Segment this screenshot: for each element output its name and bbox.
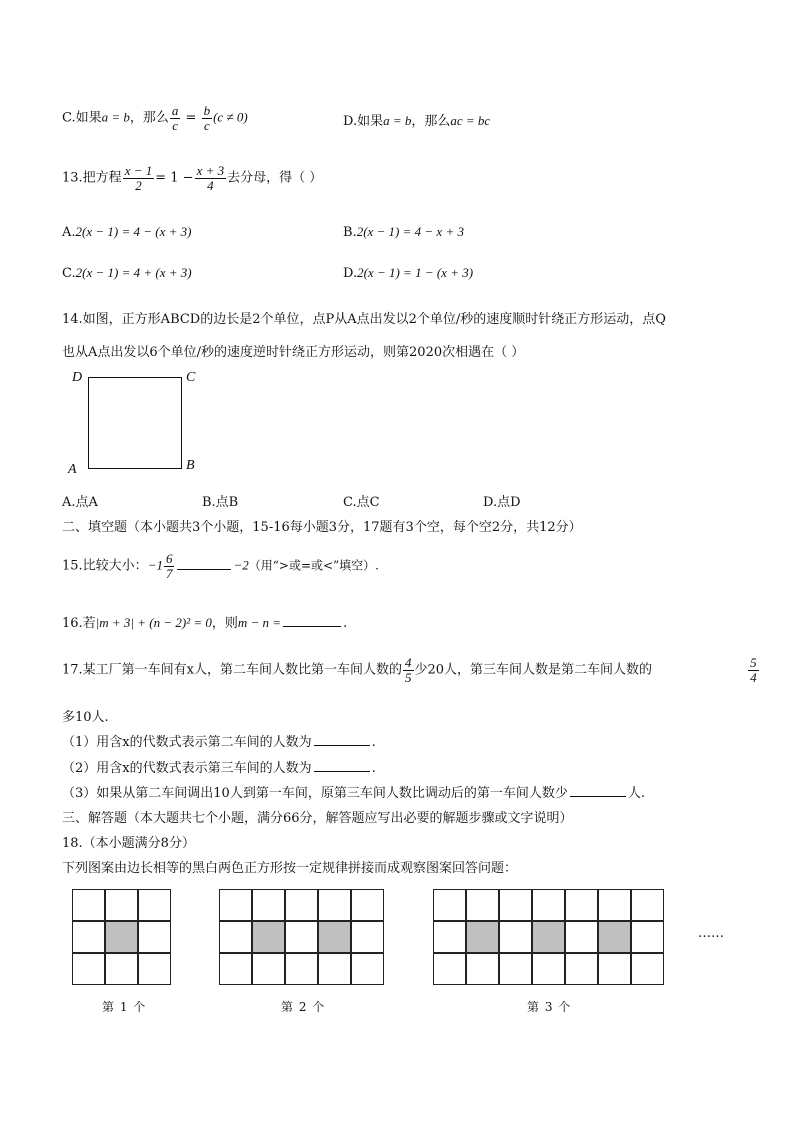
label-b: B [186, 458, 195, 473]
q13-option-b: B.2(x − 1) = 4 − x + 3 [343, 224, 464, 240]
answer-blank[interactable] [283, 613, 341, 627]
q14-line2: 也从A点出发以6个单位/秒的速度逆时针绕正方形运动，则第2020次相遇在（ ） [62, 345, 525, 360]
fraction: $\frac{x - 1}{2}$ [124, 163, 153, 193]
q17-sub1: （1）用含x的代数式表示第二车间的人数为 . [62, 731, 376, 750]
q14-option-c: C.点C [343, 495, 380, 510]
q14-option-d: D.点D [483, 495, 521, 510]
fraction: $\frac{4}{5}$ [405, 655, 412, 685]
q18-desc: 下列图案由边长相等的黑白两色正方形按一定规律拼接而成观察图案回答问题： [62, 861, 518, 876]
fraction: $\frac{a}{c}$ [171, 103, 179, 133]
q14-option-b: B.点B [202, 495, 239, 510]
shaded-square [598, 921, 631, 953]
q16: 16.若|m + 3| + (n − 2)² = 0，则m − n = . [62, 615, 348, 631]
q12-option-d: D.如果a = b，那么ac = bc [343, 113, 491, 129]
label-d: D [72, 370, 83, 385]
q14-line1: 14.如图，正方形ABCD的边长是2个单位，点P从A点出发以2个单位/秒的速度顺时针绕正方形运动，点Q [62, 312, 666, 327]
shaded-square [252, 921, 285, 953]
q14-option-a: A.点A [62, 495, 98, 510]
q17-sub3: （3）如果从第二车间调出10人到第一车间，原第三车间人数比调动后的第一车间人数少 人. [62, 782, 645, 801]
q18-head: 18.（本小题满分8分） [62, 836, 195, 851]
answer-blank[interactable] [570, 783, 626, 797]
label-c: C [186, 370, 196, 385]
q13-option-a: A.2(x − 1) = 4 − (x + 3) [62, 224, 192, 240]
shaded-square [318, 921, 351, 953]
figure-3-label: 第 3 个 [527, 1000, 572, 1014]
label-a: A [68, 462, 77, 477]
answer-blank[interactable] [314, 732, 370, 746]
fraction: $\frac{5}{4}$ [750, 655, 757, 685]
pattern-ellipsis: …… [698, 926, 724, 941]
shaded-square [466, 921, 499, 953]
q17-line1: 17.某工厂第一车间有x人，第二车间人数比第一车间人数的 $\frac{4}{5}$ 少20人，第三车间人数是第二车间人数的 $\frac{5}{4}$ [62, 655, 757, 685]
square-diagram [88, 377, 182, 469]
q13-option-c: C.2(x − 1) = 4 + (x + 3) [62, 265, 192, 281]
q17-line2: 多10人. [62, 710, 109, 725]
fraction: $\frac{b}{c}$ [203, 103, 211, 133]
fraction: $\frac{x + 3}{4}$ [196, 163, 225, 193]
answer-blank[interactable] [177, 556, 231, 570]
figure-1-label: 第 1 个 [102, 1000, 147, 1014]
figure-2-label: 第 2 个 [281, 1000, 326, 1014]
shaded-square [105, 921, 138, 953]
fraction: $\frac{6}{7}$ [165, 551, 173, 581]
q15: 15.比较大小：−1 $\frac{6}{7}$ −2（用“>或=或<”填空）. [62, 551, 379, 581]
q13-option-d: D.2(x − 1) = 1 − (x + 3) [343, 265, 474, 281]
q13-stem: 13.把方程 $\frac{x - 1}{2}$ = 1 − $\frac{x + 3}{4}$ 去分母，得（ ） [62, 163, 323, 193]
section2-title: 二、填空题（本小题共3个小题，15-16每小题3分，17题有3个空，每个空2分，共12分） [62, 520, 582, 535]
section3-title: 三、解答题（本大题共七个小题，满分66分，解答题应写出必要的解题步骤或文字说明） [62, 811, 573, 826]
shaded-square [532, 921, 565, 953]
answer-blank[interactable] [314, 758, 370, 772]
q12-option-c: C.如果a = b，那么 $\frac{a}{c}$ = $\frac{b}{c}$ (c ≠ 0) [62, 103, 248, 133]
q17-sub2: （2）用含x的代数式表示第三车间的人数为 . [62, 757, 376, 776]
